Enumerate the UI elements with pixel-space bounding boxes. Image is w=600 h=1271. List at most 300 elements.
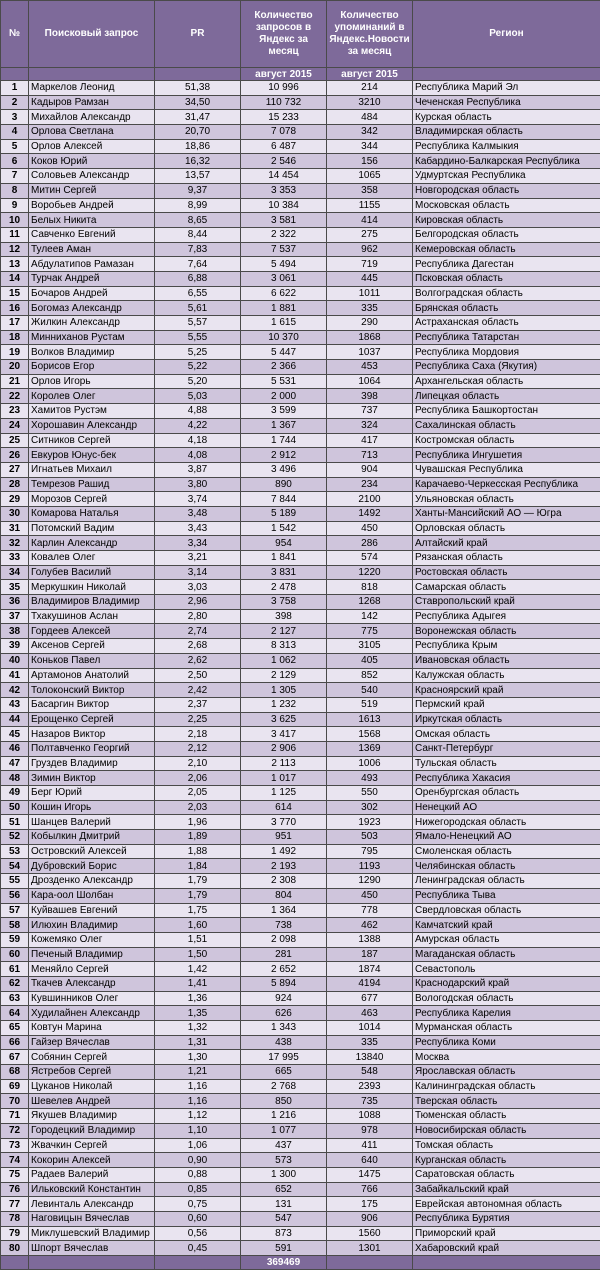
row-number: 42 <box>1 683 29 698</box>
mentions-count: 3210 <box>327 95 413 110</box>
row-number: 33 <box>1 551 29 566</box>
row-number: 15 <box>1 286 29 301</box>
region: Волгоградская область <box>413 286 600 301</box>
region: Ивановская область <box>413 653 600 668</box>
query-name: Аксенов Сергей <box>29 639 155 654</box>
query-name: Куйвашев Евгений <box>29 903 155 918</box>
table-row <box>1 683 600 698</box>
region: Амурская область <box>413 932 600 947</box>
row-number: 19 <box>1 345 29 360</box>
table-header <box>1 1 600 81</box>
pr-value: 6,88 <box>155 271 241 286</box>
subheader-empty <box>1 68 29 81</box>
query-name: Ерощенко Сергей <box>29 712 155 727</box>
query-name: Печеный Владимир <box>29 947 155 962</box>
table-row <box>1 448 600 463</box>
region: Приморский край <box>413 1226 600 1241</box>
query-name: Хорошавин Александр <box>29 418 155 433</box>
table-row <box>1 947 600 962</box>
mentions-count: 735 <box>327 1094 413 1109</box>
pr-value: 2,05 <box>155 786 241 801</box>
pr-value: 13,57 <box>155 169 241 184</box>
table-row <box>1 830 600 845</box>
table-row <box>1 536 600 551</box>
pr-value: 0,45 <box>155 1241 241 1256</box>
pr-value: 2,12 <box>155 741 241 756</box>
region: Республика Дагестан <box>413 257 600 272</box>
table-row <box>1 492 600 507</box>
region: Свердловская область <box>413 903 600 918</box>
queries-count: 5 494 <box>241 257 327 272</box>
region: Кабардино-Балкарская Республика <box>413 154 600 169</box>
queries-count: 17 995 <box>241 1050 327 1065</box>
query-name: Берг Юрий <box>29 786 155 801</box>
footer-total-queries: 369469 <box>241 1256 327 1270</box>
table-body <box>1 81 600 1256</box>
mentions-count: 342 <box>327 125 413 140</box>
row-number: 63 <box>1 991 29 1006</box>
pr-value: 1,16 <box>155 1094 241 1109</box>
query-name: Волков Владимир <box>29 345 155 360</box>
region: Иркутская область <box>413 712 600 727</box>
mentions-count: 290 <box>327 316 413 331</box>
mentions-count: 450 <box>327 888 413 903</box>
region: Рязанская область <box>413 551 600 566</box>
row-number: 40 <box>1 653 29 668</box>
pr-value: 0,56 <box>155 1226 241 1241</box>
region: Кемеровская область <box>413 242 600 257</box>
query-name: Игнатьев Михаил <box>29 462 155 477</box>
region: Ямало-Ненецкий АО <box>413 830 600 845</box>
mentions-count: 1568 <box>327 727 413 742</box>
table-row <box>1 624 600 639</box>
table-row <box>1 506 600 521</box>
region: Нижегородская область <box>413 815 600 830</box>
mentions-count: 1193 <box>327 859 413 874</box>
mentions-count: 1064 <box>327 374 413 389</box>
region: Томская область <box>413 1138 600 1153</box>
row-number: 17 <box>1 316 29 331</box>
pr-value: 1,88 <box>155 844 241 859</box>
region: Астраханская область <box>413 316 600 331</box>
region: Костромская область <box>413 433 600 448</box>
table-row <box>1 1109 600 1124</box>
row-number: 61 <box>1 962 29 977</box>
queries-count: 2 129 <box>241 668 327 683</box>
region: Ненецкий АО <box>413 800 600 815</box>
region: Омская область <box>413 727 600 742</box>
footer-empty <box>155 1256 241 1270</box>
mentions-count: 484 <box>327 110 413 125</box>
query-name: Кадыров Рамзан <box>29 95 155 110</box>
region: Орловская область <box>413 521 600 536</box>
mentions-count: 13840 <box>327 1050 413 1065</box>
region: Республика Тыва <box>413 888 600 903</box>
query-name: Назаров Виктор <box>29 727 155 742</box>
mentions-count: 818 <box>327 580 413 595</box>
queries-count: 2 322 <box>241 227 327 242</box>
row-number: 44 <box>1 712 29 727</box>
table-row <box>1 1006 600 1021</box>
pr-value: 3,14 <box>155 565 241 580</box>
queries-count: 6 487 <box>241 139 327 154</box>
row-number: 41 <box>1 668 29 683</box>
query-name: Королев Олег <box>29 389 155 404</box>
mentions-count: 1155 <box>327 198 413 213</box>
row-number: 51 <box>1 815 29 830</box>
table-row <box>1 477 600 492</box>
row-number: 38 <box>1 624 29 639</box>
row-number: 28 <box>1 477 29 492</box>
region: Республика Адыгея <box>413 609 600 624</box>
region: Республика Бурятия <box>413 1211 600 1226</box>
table-row <box>1 815 600 830</box>
row-number: 55 <box>1 874 29 889</box>
table-row <box>1 976 600 991</box>
mentions-count: 214 <box>327 81 413 96</box>
table-row <box>1 639 600 654</box>
queries-count: 614 <box>241 800 327 815</box>
region: Тверская область <box>413 1094 600 1109</box>
table-row <box>1 316 600 331</box>
pr-value: 1,21 <box>155 1065 241 1080</box>
mentions-count: 1492 <box>327 506 413 521</box>
region: Пермский край <box>413 697 600 712</box>
query-name: Соловьев Александр <box>29 169 155 184</box>
queries-count: 3 496 <box>241 462 327 477</box>
queries-count: 1 343 <box>241 1021 327 1036</box>
header-query: Поисковый запрос <box>29 1 155 68</box>
mentions-count: 417 <box>327 433 413 448</box>
table-row <box>1 1241 600 1256</box>
query-name: Худилайнен Александр <box>29 1006 155 1021</box>
query-name: Абдулатипов Рамазан <box>29 257 155 272</box>
pr-value: 1,06 <box>155 1138 241 1153</box>
region: Чеченская Республика <box>413 95 600 110</box>
region: Владимирская область <box>413 125 600 140</box>
region: Сахалинская область <box>413 418 600 433</box>
queries-count: 890 <box>241 477 327 492</box>
queries-count: 7 537 <box>241 242 327 257</box>
pr-value: 1,16 <box>155 1079 241 1094</box>
mentions-count: 358 <box>327 183 413 198</box>
row-number: 13 <box>1 257 29 272</box>
mentions-count: 1014 <box>327 1021 413 1036</box>
queries-count: 2 546 <box>241 154 327 169</box>
row-number: 47 <box>1 756 29 771</box>
queries-count: 2 912 <box>241 448 327 463</box>
query-name: Артамонов Анатолий <box>29 668 155 683</box>
pr-value: 5,25 <box>155 345 241 360</box>
query-name: Илюхин Владимир <box>29 918 155 933</box>
pr-value: 7,83 <box>155 242 241 257</box>
pr-value: 1,36 <box>155 991 241 1006</box>
query-name: Белых Никита <box>29 213 155 228</box>
region: Курганская область <box>413 1153 600 1168</box>
table-row <box>1 213 600 228</box>
queries-count: 573 <box>241 1153 327 1168</box>
queries-count: 1 017 <box>241 771 327 786</box>
table-row <box>1 1035 600 1050</box>
queries-count: 873 <box>241 1226 327 1241</box>
query-name: Меняйло Сергей <box>29 962 155 977</box>
table-row <box>1 918 600 933</box>
mentions-count: 187 <box>327 947 413 962</box>
table-row <box>1 991 600 1006</box>
query-name: Меркушкин Николай <box>29 580 155 595</box>
row-number: 53 <box>1 844 29 859</box>
mentions-count: 737 <box>327 404 413 419</box>
query-name: Кокорин Алексей <box>29 1153 155 1168</box>
pr-value: 1,79 <box>155 874 241 889</box>
queries-count: 7 078 <box>241 125 327 140</box>
region: Новосибирская область <box>413 1123 600 1138</box>
query-name: Коков Юрий <box>29 154 155 169</box>
row-number: 59 <box>1 932 29 947</box>
query-name: Цуканов Николай <box>29 1079 155 1094</box>
region: Республика Хакасия <box>413 771 600 786</box>
region: Ставропольский край <box>413 595 600 610</box>
queries-count: 110 732 <box>241 95 327 110</box>
pr-value: 2,42 <box>155 683 241 698</box>
pr-value: 9,37 <box>155 183 241 198</box>
region: Тульская область <box>413 756 600 771</box>
queries-count: 652 <box>241 1182 327 1197</box>
pr-value: 1,60 <box>155 918 241 933</box>
table-row <box>1 653 600 668</box>
query-name: Морозов Сергей <box>29 492 155 507</box>
query-name: Наговицын Вячеслав <box>29 1211 155 1226</box>
row-number: 11 <box>1 227 29 242</box>
mentions-count: 234 <box>327 477 413 492</box>
table-row <box>1 595 600 610</box>
query-name: Орлов Алексей <box>29 139 155 154</box>
region: Алтайский край <box>413 536 600 551</box>
row-number: 10 <box>1 213 29 228</box>
query-name: Маркелов Леонид <box>29 81 155 96</box>
mentions-count: 795 <box>327 844 413 859</box>
mentions-count: 1290 <box>327 874 413 889</box>
table-row <box>1 741 600 756</box>
row-number: 70 <box>1 1094 29 1109</box>
pr-value: 34,50 <box>155 95 241 110</box>
mentions-count: 335 <box>327 1035 413 1050</box>
queries-count: 2 127 <box>241 624 327 639</box>
queries-count: 15 233 <box>241 110 327 125</box>
pr-value: 0,90 <box>155 1153 241 1168</box>
query-name: Ковтун Марина <box>29 1021 155 1036</box>
pr-value: 2,25 <box>155 712 241 727</box>
row-number: 69 <box>1 1079 29 1094</box>
table-row <box>1 110 600 125</box>
row-number: 72 <box>1 1123 29 1138</box>
mentions-count: 156 <box>327 154 413 169</box>
table-row <box>1 374 600 389</box>
table-row <box>1 345 600 360</box>
region: Воронежская область <box>413 624 600 639</box>
region: Мурманская область <box>413 1021 600 1036</box>
mentions-count: 1268 <box>327 595 413 610</box>
row-number: 80 <box>1 1241 29 1256</box>
table-row <box>1 139 600 154</box>
pr-value: 0,60 <box>155 1211 241 1226</box>
row-number: 75 <box>1 1167 29 1182</box>
queries-count: 1 216 <box>241 1109 327 1124</box>
region: Республика Татарстан <box>413 330 600 345</box>
table-row <box>1 433 600 448</box>
row-number: 58 <box>1 918 29 933</box>
query-name: Богомаз Александр <box>29 301 155 316</box>
table-row <box>1 404 600 419</box>
mentions-count: 324 <box>327 418 413 433</box>
pr-value: 2,62 <box>155 653 241 668</box>
pr-value: 6,55 <box>155 286 241 301</box>
row-number: 21 <box>1 374 29 389</box>
row-number: 1 <box>1 81 29 96</box>
table-row <box>1 1182 600 1197</box>
table-row <box>1 95 600 110</box>
region: Севастополь <box>413 962 600 977</box>
pr-value: 2,18 <box>155 727 241 742</box>
query-name: Минниханов Рустам <box>29 330 155 345</box>
subheader-queries-period: август 2015 <box>241 68 327 81</box>
table-row <box>1 859 600 874</box>
mentions-count: 3105 <box>327 639 413 654</box>
table-row <box>1 962 600 977</box>
table-row <box>1 360 600 375</box>
query-name: Бочаров Андрей <box>29 286 155 301</box>
region: Республика Марий Эл <box>413 81 600 96</box>
table-row <box>1 1197 600 1212</box>
queries-count: 3 417 <box>241 727 327 742</box>
pr-value: 2,74 <box>155 624 241 639</box>
row-number: 24 <box>1 418 29 433</box>
mentions-count: 398 <box>327 389 413 404</box>
row-number: 68 <box>1 1065 29 1080</box>
region: Челябинская область <box>413 859 600 874</box>
region: Вологодская область <box>413 991 600 1006</box>
subheader-empty <box>413 68 600 81</box>
row-number: 64 <box>1 1006 29 1021</box>
pr-value: 2,50 <box>155 668 241 683</box>
header-queries: Количество запросов в Яндекс за месяц <box>241 1 327 68</box>
row-number: 12 <box>1 242 29 257</box>
queries-count: 1 125 <box>241 786 327 801</box>
queries-count: 850 <box>241 1094 327 1109</box>
table-footer <box>1 1256 600 1270</box>
region: Ульяновская область <box>413 492 600 507</box>
queries-count: 5 447 <box>241 345 327 360</box>
row-number: 54 <box>1 859 29 874</box>
queries-count: 10 996 <box>241 81 327 96</box>
pr-value: 5,22 <box>155 360 241 375</box>
row-number: 43 <box>1 697 29 712</box>
mentions-count: 778 <box>327 903 413 918</box>
query-name: Зимин Виктор <box>29 771 155 786</box>
region: Хабаровский край <box>413 1241 600 1256</box>
subheader-empty <box>29 68 155 81</box>
queries-count: 591 <box>241 1241 327 1256</box>
row-number: 30 <box>1 506 29 521</box>
table-row <box>1 874 600 889</box>
row-number: 37 <box>1 609 29 624</box>
queries-count: 2 098 <box>241 932 327 947</box>
row-number: 14 <box>1 271 29 286</box>
mentions-count: 1475 <box>327 1167 413 1182</box>
subheader-empty <box>155 68 241 81</box>
queries-count: 5 189 <box>241 506 327 521</box>
query-name: Потомский Вадим <box>29 521 155 536</box>
mentions-count: 574 <box>327 551 413 566</box>
region: Республика Башкортостан <box>413 404 600 419</box>
queries-count: 3 758 <box>241 595 327 610</box>
pr-value: 8,99 <box>155 198 241 213</box>
table-row <box>1 551 600 566</box>
region: Карачаево-Черкесская Республика <box>413 477 600 492</box>
queries-count: 1 841 <box>241 551 327 566</box>
queries-count: 1 232 <box>241 697 327 712</box>
region: Белгородская область <box>413 227 600 242</box>
query-name: Темрезов Рашид <box>29 477 155 492</box>
mentions-count: 906 <box>327 1211 413 1226</box>
table-row <box>1 1094 600 1109</box>
pr-value: 0,75 <box>155 1197 241 1212</box>
queries-count: 131 <box>241 1197 327 1212</box>
mentions-count: 414 <box>327 213 413 228</box>
row-number: 39 <box>1 639 29 654</box>
query-name: Тхакушинов Аслан <box>29 609 155 624</box>
pr-value: 2,68 <box>155 639 241 654</box>
table-row <box>1 389 600 404</box>
query-name: Ильковский Константин <box>29 1182 155 1197</box>
region: Калужская область <box>413 668 600 683</box>
table-row <box>1 565 600 580</box>
query-name: Гайзер Вячеслав <box>29 1035 155 1050</box>
mentions-count: 286 <box>327 536 413 551</box>
query-name: Ткачев Александр <box>29 976 155 991</box>
footer-empty <box>29 1256 155 1270</box>
region: Республика Саха (Якутия) <box>413 360 600 375</box>
table-row <box>1 1079 600 1094</box>
mentions-count: 411 <box>327 1138 413 1153</box>
table-row <box>1 668 600 683</box>
table-row <box>1 1065 600 1080</box>
mentions-count: 548 <box>327 1065 413 1080</box>
table-row <box>1 580 600 595</box>
pr-value: 8,44 <box>155 227 241 242</box>
pr-value: 5,57 <box>155 316 241 331</box>
table-row <box>1 286 600 301</box>
mentions-count: 175 <box>327 1197 413 1212</box>
row-number: 60 <box>1 947 29 962</box>
pr-value: 1,10 <box>155 1123 241 1138</box>
table-row <box>1 257 600 272</box>
queries-count: 1 881 <box>241 301 327 316</box>
region: Чувашская Республика <box>413 462 600 477</box>
queries-count: 626 <box>241 1006 327 1021</box>
pr-value: 1,51 <box>155 932 241 947</box>
region: Смоленская область <box>413 844 600 859</box>
pr-value: 3,21 <box>155 551 241 566</box>
pr-value: 3,74 <box>155 492 241 507</box>
region: Саратовская область <box>413 1167 600 1182</box>
region: Республика Карелия <box>413 1006 600 1021</box>
region: Забайкальский край <box>413 1182 600 1197</box>
row-number: 31 <box>1 521 29 536</box>
queries-count: 8 313 <box>241 639 327 654</box>
table-row <box>1 800 600 815</box>
queries-count: 1 542 <box>241 521 327 536</box>
